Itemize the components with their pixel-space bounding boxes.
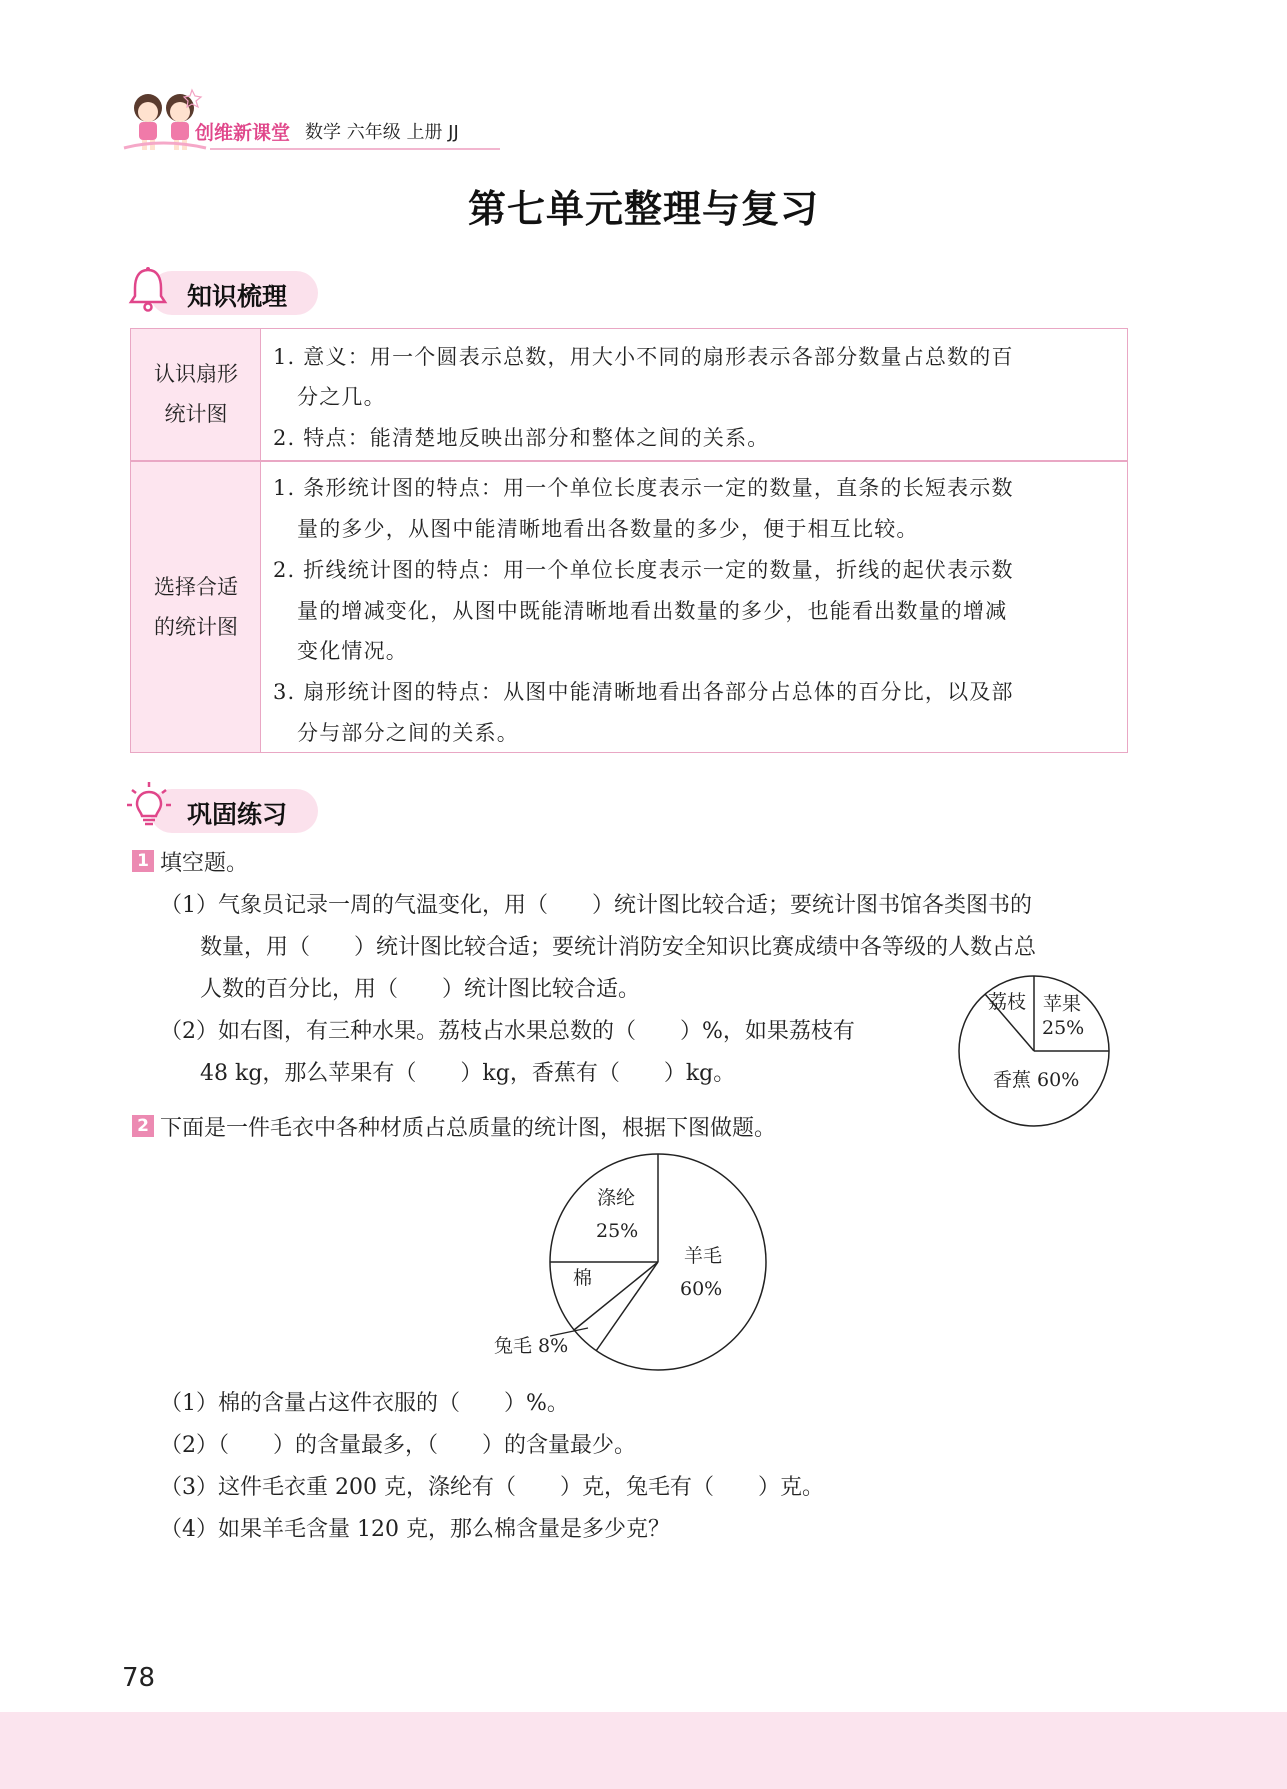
footer-band bbox=[0, 1712, 1287, 1789]
question-2-title: 下面是一件毛衣中各种材质占总质量的统计图，根据下图做题。 bbox=[160, 1116, 777, 1141]
question-1-line: 数量，用（ ）统计图比较合适；要统计消防安全知识比赛成绩中各等级的人数占总 bbox=[200, 935, 1037, 960]
sweater-cotton-label: 棉 bbox=[573, 1267, 593, 1289]
lightbulb-icon bbox=[126, 780, 172, 830]
question-1-line: 人数的百分比，用（ ）统计图比较合适。 bbox=[200, 977, 641, 1002]
table-row-divider bbox=[131, 460, 1127, 462]
sweater-wool-pct: 60% bbox=[680, 1278, 723, 1300]
row2-head-line2: 的统计图 bbox=[154, 615, 238, 639]
question-2-line: （3）这件毛衣重 200 克，涤纶有（ ）克，兔毛有（ ）克。 bbox=[160, 1475, 824, 1500]
question-2-line: （1）棉的含量占这件衣服的（ ）%。 bbox=[160, 1391, 569, 1416]
page-number: 78 bbox=[122, 1663, 156, 1693]
row2-line: 分与部分之间的关系。 bbox=[297, 721, 519, 745]
row1-head-line1: 认识扇形 bbox=[154, 362, 238, 386]
question-2-number: 2 bbox=[132, 1115, 154, 1137]
row2-line: 2. 折线统计图的特点：用一个单位长度表示一定的数量，折线的起伏表示数 bbox=[273, 558, 1014, 582]
row2-line: 变化情况。 bbox=[297, 639, 408, 663]
book-info: 数学 六年级 上册 JJ bbox=[305, 122, 459, 143]
sweater-wool-label: 羊毛 bbox=[684, 1245, 723, 1267]
sweater-polyester-label: 涤纶 bbox=[597, 1187, 636, 1209]
sweater-rabbit-label: 兔毛 8% bbox=[494, 1335, 569, 1357]
fruit-banana-label: 香蕉 60% bbox=[993, 1069, 1080, 1091]
fruit-apple-pct: 25% bbox=[1042, 1017, 1085, 1039]
row1-line: 分之几。 bbox=[297, 385, 386, 409]
row2-line: 1. 条形统计图的特点：用一个单位长度表示一定的数量，直条的长短表示数 bbox=[273, 476, 1014, 500]
question-1-number: 1 bbox=[132, 850, 154, 872]
header-divider bbox=[210, 148, 500, 150]
fruit-pie-chart bbox=[955, 972, 1115, 1132]
sweater-pie-chart bbox=[480, 1148, 780, 1378]
question-2-line: （2）（ ）的含量最多，（ ）的含量最少。 bbox=[160, 1433, 636, 1458]
row2-line: 量的增减变化，从图中既能清晰地看出数量的多少，也能看出数量的增减 bbox=[297, 599, 1008, 623]
row2-line: 量的多少，从图中能清晰地看出各数量的多少，便于相互比较。 bbox=[297, 517, 919, 541]
row2-line: 3. 扇形统计图的特点：从图中能清晰地看出各部分占总体的百分比，以及部 bbox=[273, 680, 1014, 704]
practice-section-title: 巩固练习 bbox=[187, 800, 288, 829]
brand-name: 创维新课堂 bbox=[195, 122, 291, 144]
question-1-line: （1）气象员记录一周的气温变化，用（ ）统计图比较合适；要统计图书馆各类图书的 bbox=[160, 893, 1033, 918]
knowledge-table bbox=[130, 328, 1128, 753]
fruit-litchi-label: 荔枝 bbox=[988, 991, 1027, 1013]
question-2-line: （4）如果羊毛含量 120 克，那么棉含量是多少克？ bbox=[160, 1517, 670, 1542]
sweater-polyester-pct: 25% bbox=[596, 1220, 639, 1242]
row2-head-line1: 选择合适 bbox=[154, 575, 238, 599]
row1-line: 1. 意义：用一个圆表示总数，用大小不同的扇形表示各部分数量占总数的百 bbox=[273, 345, 1014, 369]
knowledge-section-title: 知识梳理 bbox=[187, 282, 288, 311]
question-1-line: （2）如右图，有三种水果。荔枝占水果总数的（ ）%，如果荔枝有 bbox=[160, 1019, 855, 1044]
question-1-line: 48 kg，那么苹果有（ ）kg，香蕉有（ ）kg。 bbox=[200, 1061, 736, 1086]
question-1-title: 填空题。 bbox=[160, 851, 249, 876]
fruit-apple-label: 苹果 bbox=[1043, 993, 1082, 1015]
bell-icon bbox=[128, 266, 168, 312]
row1-head-line2: 统计图 bbox=[164, 402, 228, 426]
page-title: 第七单元整理与复习 bbox=[467, 187, 819, 231]
row1-line: 2. 特点：能清楚地反映出部分和整体之间的关系。 bbox=[273, 426, 770, 450]
